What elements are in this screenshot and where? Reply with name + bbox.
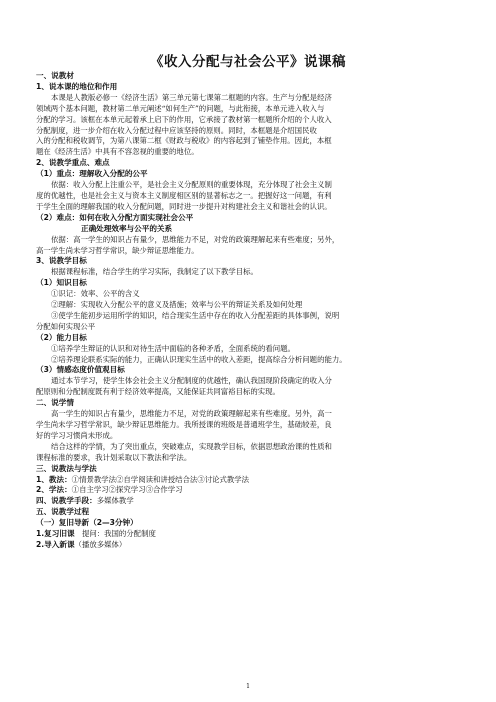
line-text: ①情景教学法②自学阅读和讲授结合法③讨论式教学法 bbox=[71, 474, 250, 484]
text-line: 依据：收入分配上注重公平，是社会主义分配原则的重要体现，充分体现了社会主义制 bbox=[51, 180, 332, 190]
text-line: ③使学生能初步运用所学的知识，结合现实生活中存在的收入分配差距的具体事例，说明 bbox=[51, 310, 340, 320]
line-heading: 2.导入新课 bbox=[36, 539, 75, 549]
text-line bbox=[36, 529, 452, 540]
text-line: 好的学习习惯尚未形成。 bbox=[36, 430, 118, 440]
text-line bbox=[36, 485, 452, 496]
text-line: 五、说教学过程 bbox=[36, 507, 90, 517]
text-line: ②培养理论联系实际的能力，正确认识现实生活中的收入差距，提高综合分析问题的能力。 bbox=[51, 354, 347, 364]
text-line: （3）情感态度价值观目标 bbox=[36, 365, 125, 375]
text-line: 题在《经济生活》中具有不容忽视的重要的地位。 bbox=[36, 147, 199, 157]
line-heading: 1.复习旧课 bbox=[36, 529, 75, 539]
text-line: （2）能力目标 bbox=[36, 332, 87, 342]
text-line: （1）知识目标 bbox=[36, 278, 87, 288]
line-text: 多媒体教学 bbox=[96, 496, 134, 506]
text-line: 度的优越性，也是社会主义与资本主义制度相区别的显著标志之一。把握好这一问题，有利 bbox=[36, 190, 332, 200]
text-line: 正确处理效率与公平的关系 bbox=[81, 223, 173, 233]
text-line: 分配制度，进一步介绍在收入分配过程中应该坚持的原则。同时，本框题是介绍国民收 bbox=[36, 125, 317, 135]
text-line: 领域两个基本问题，教材第二单元阐述“如何生产”的问题，与此衔接，本单元进入收入与 bbox=[36, 103, 325, 113]
text-line: 二、说学情 bbox=[36, 398, 74, 408]
text-line: 于学生全面的理解我国的收入分配问题，同时进一步提升对构建社会主义和谐社会的认识。 bbox=[36, 201, 332, 211]
text-line: 课程标准的要求，我计划采取以下教法和学法。 bbox=[36, 452, 192, 462]
text-line: 依据：高一学生的知识占有量少，思维能力不足，对党的政策理解起来有些难度；另外， bbox=[51, 234, 340, 244]
line-heading: 2、学法： bbox=[36, 485, 72, 495]
text-line: （2）难点：如何在收入分配方面实现社会公平 bbox=[36, 212, 194, 222]
text-line: 结合这样的学情，为了突出重点，突破难点，实现教学目标，依据思想政治课的性质和 bbox=[51, 441, 332, 451]
text-line: 本课是人教版必修一《经济生活》第三单元第七课第二框题的内容。生产与分配是经济 bbox=[51, 92, 332, 102]
text-line: 高一学生尚未学习哲学常识，缺少辩证思维能力。 bbox=[36, 245, 199, 255]
text-line bbox=[36, 475, 452, 486]
text-line: 配原则和分配制度既有利于经济效率提高，又能保证共同富裕目标的实现。 bbox=[36, 387, 280, 397]
text-line: 学生尚未学习哲学常识，缺少辩证思维能力。我所授课的班级是普通班学生，基础较差，良 bbox=[36, 420, 332, 429]
text-line: ①识记：效率、公平的含义 bbox=[51, 289, 140, 299]
text-line bbox=[36, 496, 452, 507]
text-line: 入的分配和税收调节，为第八课第二框《财政与税收》的内容起到了铺垫作用。因此，本框 bbox=[36, 136, 332, 146]
line-heading: 四、说教学手段： bbox=[36, 496, 97, 506]
text-line: 三、说教法与学法 bbox=[36, 463, 97, 473]
text-line: 分配如何实现公平 bbox=[36, 321, 96, 331]
page-number: 1 bbox=[246, 683, 250, 690]
text-line: 2、说教学重点、难点 bbox=[36, 158, 110, 168]
text-line: 一、说教材 bbox=[36, 71, 74, 80]
line-heading: 1、教法： bbox=[36, 474, 72, 484]
line-text: ①自主学习②探究学习③合作学习 bbox=[71, 485, 183, 495]
text-line: 根据课程标准，结合学生的学习实际，我制定了以下教学目标。 bbox=[51, 267, 258, 277]
text-line: ①培养学生辩证的认识和对待生活中面临的各种矛盾，全面系统的看问题。 bbox=[51, 343, 295, 353]
document-body bbox=[36, 71, 452, 551]
line-text: 提问：我国的分配制度 bbox=[74, 529, 156, 539]
text-line: 1、说本课的地位和作用 bbox=[36, 81, 118, 91]
text-line bbox=[36, 540, 452, 551]
text-line: （1）重点：理解收入分配的公平 bbox=[36, 169, 148, 179]
line-text: （播放多媒体） bbox=[74, 539, 127, 549]
text-line: 高一学生的知识占有量少，思维能力不足，对党的政策理解起来有些难度。另外，高一 bbox=[51, 409, 332, 419]
text-line: 3、说教学目标 bbox=[36, 256, 87, 266]
text-line: （一）复旧导新（2—3分钟） bbox=[36, 518, 138, 528]
text-line: 分配的学习。该框在本单元起着承上启下的作用，它承接了教材第一框题所介绍的个人收入 bbox=[36, 114, 332, 124]
text-line: 通过本节学习，使学生体会社会主义分配制度的优越性，确认我国现阶段确定的收入分 bbox=[51, 376, 332, 386]
text-line: ②理解：实现收入分配公平的意义及措施；效率与公平的辩证关系及如何处理 bbox=[51, 300, 303, 310]
document-title: 《收入分配与社会公平》说课稿 bbox=[150, 54, 346, 70]
